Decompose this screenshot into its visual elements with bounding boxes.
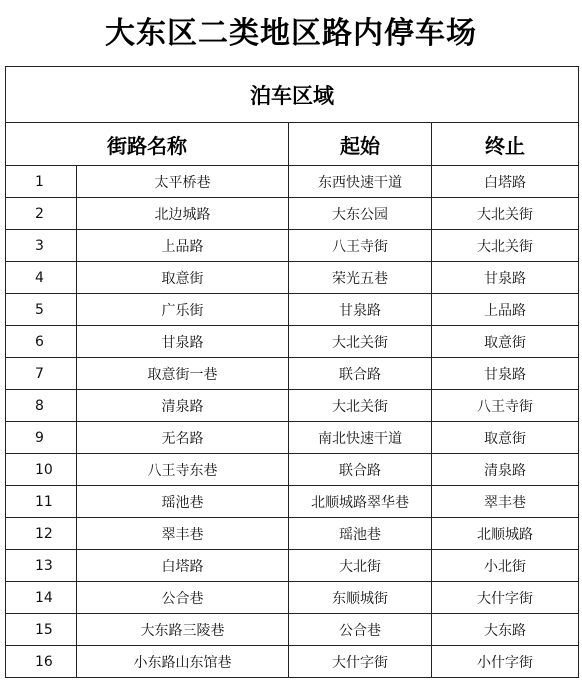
street-name-cell: 清泉路 [77,390,289,422]
column-header-street: 街路名称 [6,123,289,166]
end-point-cell: 小什字街 [432,646,579,678]
row-number: 12 [6,518,77,550]
row-number: 15 [6,614,77,646]
end-point-cell: 北顺城路 [432,518,579,550]
table-row [6,358,579,390]
table-row [6,262,579,294]
end-point-cell: 大北关街 [432,198,579,230]
column-header-start: 起始 [289,123,432,166]
row-number: 3 [6,230,77,262]
table-row [6,326,579,358]
end-point-cell: 上品路 [432,294,579,326]
street-name-cell: 太平桥巷 [77,166,289,198]
row-number: 16 [6,646,77,678]
row-number: 10 [6,454,77,486]
start-point-cell: 南北快速干道 [289,422,432,454]
street-name-cell: 瑶池巷 [77,486,289,518]
row-number: 11 [6,486,77,518]
table-body [6,166,579,678]
row-number: 4 [6,262,77,294]
start-point-cell: 北顺城路翠华巷 [289,486,432,518]
street-name-cell: 甘泉路 [77,326,289,358]
row-number: 9 [6,422,77,454]
row-number: 6 [6,326,77,358]
end-point-cell: 八王寺街 [432,390,579,422]
end-point-cell: 大东路 [432,614,579,646]
street-name-cell: 小东路山东馆巷 [77,646,289,678]
row-number: 1 [6,166,77,198]
row-number: 14 [6,582,77,614]
parking-table [5,66,579,678]
row-number: 2 [6,198,77,230]
start-point-cell: 大北关街 [289,326,432,358]
end-point-cell: 大北关街 [432,230,579,262]
street-name-cell: 北边城路 [77,198,289,230]
row-number: 5 [6,294,77,326]
table-row [6,582,579,614]
table-row [6,230,579,262]
start-point-cell: 大东公园 [289,198,432,230]
row-number: 8 [6,390,77,422]
start-point-cell: 大北街 [289,550,432,582]
start-point-cell: 甘泉路 [289,294,432,326]
page-title: 大东区二类地区路内停车场 [105,16,477,51]
table-row [6,454,579,486]
end-point-cell: 清泉路 [432,454,579,486]
street-name-cell: 大东路三陵巷 [77,614,289,646]
end-point-cell: 取意街 [432,422,579,454]
street-name-cell: 八王寺东巷 [77,454,289,486]
table-row [6,198,579,230]
street-name-cell: 白塔路 [77,550,289,582]
table-row [6,486,579,518]
start-point-cell: 东顺城街 [289,582,432,614]
start-point-cell: 大北关街 [289,390,432,422]
start-point-cell: 大什字街 [289,646,432,678]
row-number: 7 [6,358,77,390]
street-name-cell: 取意街一巷 [77,358,289,390]
street-name-cell: 上品路 [77,230,289,262]
table-row [6,550,579,582]
end-point-cell: 甘泉路 [432,358,579,390]
table-row [6,646,579,678]
row-number: 13 [6,550,77,582]
zone-header: 泊车区域 [6,67,579,123]
table-row [6,390,579,422]
street-name-cell: 公合巷 [77,582,289,614]
table-row [6,166,579,198]
end-point-cell: 甘泉路 [432,262,579,294]
street-name-cell: 翠丰巷 [77,518,289,550]
end-point-cell: 小北街 [432,550,579,582]
table-row [6,294,579,326]
start-point-cell: 瑶池巷 [289,518,432,550]
street-name-cell: 无名路 [77,422,289,454]
table-row [6,614,579,646]
street-name-cell: 广乐街 [77,294,289,326]
end-point-cell: 大什字街 [432,582,579,614]
column-header-end: 终止 [432,123,579,166]
start-point-cell: 东西快速干道 [289,166,432,198]
start-point-cell: 联合路 [289,454,432,486]
zone-header-row [6,67,579,123]
end-point-cell: 取意街 [432,326,579,358]
table-row [6,518,579,550]
end-point-cell: 翠丰巷 [432,486,579,518]
table-row [6,422,579,454]
street-name-cell: 取意街 [77,262,289,294]
end-point-cell: 白塔路 [432,166,579,198]
start-point-cell: 荣光五巷 [289,262,432,294]
start-point-cell: 八王寺街 [289,230,432,262]
column-header-row [6,123,579,166]
start-point-cell: 联合路 [289,358,432,390]
start-point-cell: 公合巷 [289,614,432,646]
